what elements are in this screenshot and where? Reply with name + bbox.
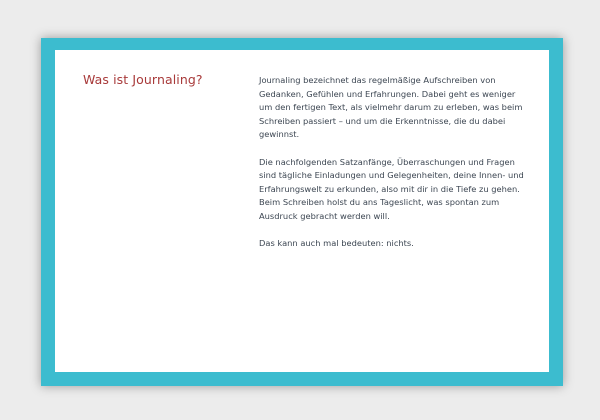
page-heading: Was ist Journaling?	[83, 72, 203, 87]
body-text	[259, 74, 531, 264]
paragraph-closing: Das kann auch mal bedeuten: nichts.	[259, 238, 414, 249]
page-sheet	[55, 50, 549, 372]
page-frame	[41, 38, 563, 386]
paragraph-intro: Journaling bezeichnet das regelmäßige Aufschreiben von Gedanken, Gefühlen und Erfahrungen. Dabei geht es weniger um den fertigen Text, als vielmehr darum zu erleben, was beim Schreiben passiert – und um die Erkenntnisse, die du dabei gewinnst.	[259, 75, 523, 140]
paragraph-prompts: Die nachfolgenden Satzanfänge, Überraschungen und Fragen sind tägliche Einladungen und Gelegenheiten, deine Innen- und Erfahrungswelt zu erkunden, also mit dir in die Tiefe zu gehen. Beim Schreiben holst du ans Tageslicht, was spontan zum Ausdruck gebracht werden will.	[259, 156, 524, 221]
